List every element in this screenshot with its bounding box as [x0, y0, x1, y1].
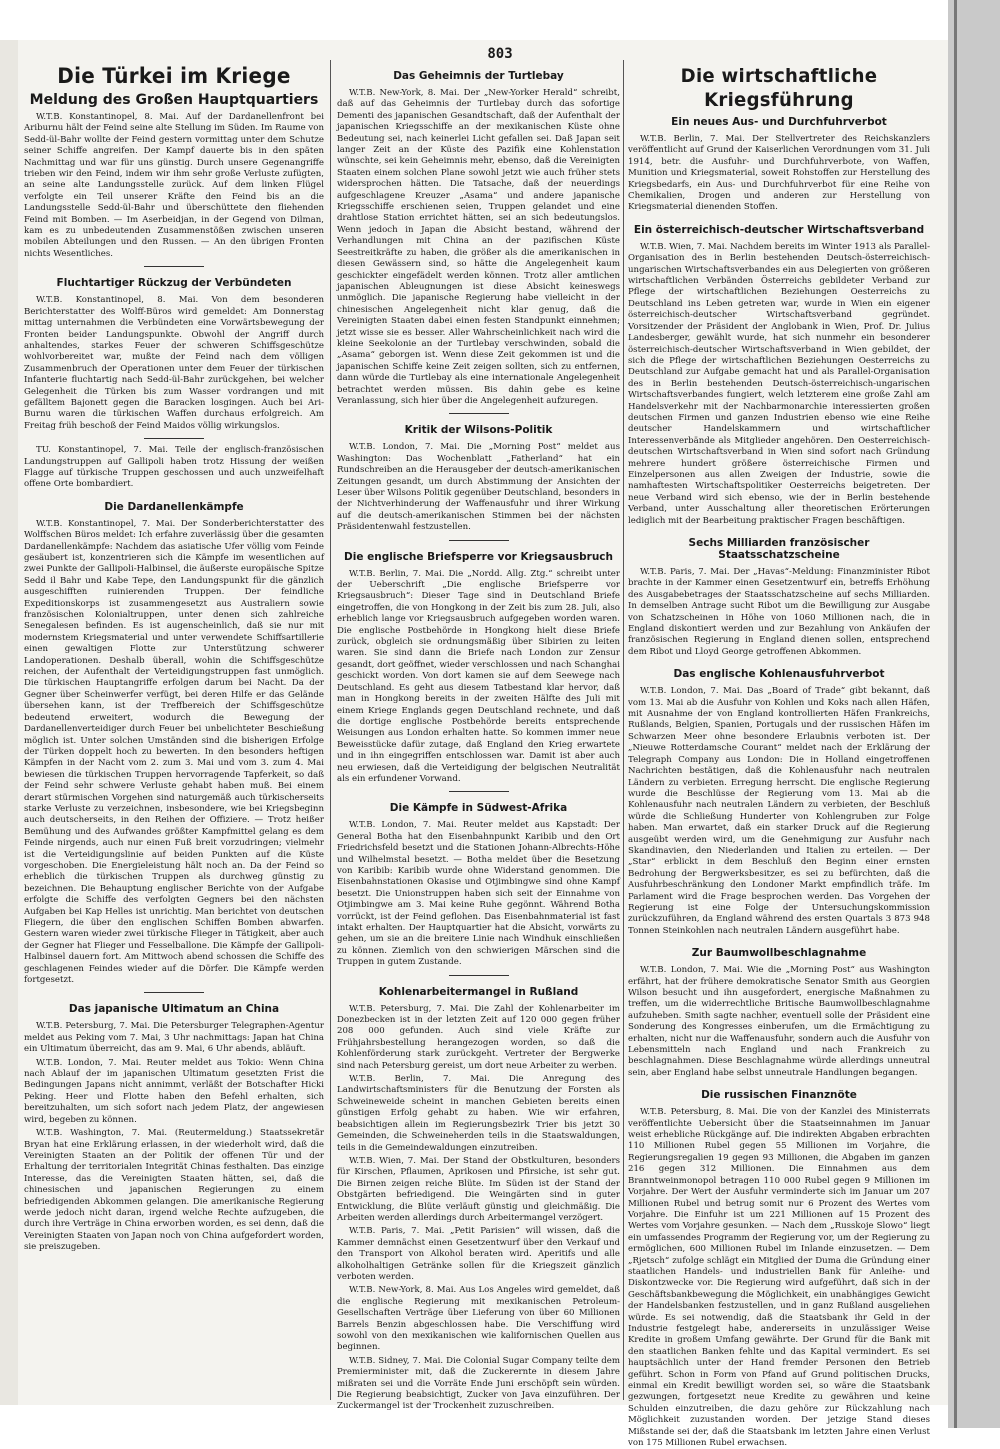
right-column	[628, 62, 930, 1449]
article-paragraph: W.T.B. Berlin, 7. Mai. Der Stellvertreter des Reichskanzlers veröffentlicht auf Grund der Kaiserlichen Verordnungen vom 31. Juli 1914, betr. die Ausfuhr- und Durchfuhrverbote, von Waffen, Munition und Kriegsmaterial, soweit Rohstoffen zur Herstellung des Kriegsbedarfs, ein Aus- und Durchfuhrverbot für eine Reihe von Chemikalien, Drogen und anderen zur Herstellung von Kriegsmaterial dienenden Stoffen.	[628, 134, 930, 213]
divider	[144, 266, 204, 267]
article-paragraph: W.T.B. Wien, 7. Mai. Der Stand der Obstkulturen, besonders für Kirschen, Pflaumen, Aprikosen und Pfirsiche, ist sehr gut. Die Birnen zeigen reiche Blüte. Im Süden ist der Stand der Obstgärten befriedigend. Die Weingärten sind in guter Entwicklung, die Blüte verläuft günstig und gleichmäßig. Die Arbeiten werden allerdings durch Arbeitermangel verzögert.	[337, 1155, 620, 1223]
article-paragraph: W.T.B. London, 7. Mai. Wie die „Morning Post“ aus Washington erfährt, hat der frühere demokratische Senator Smith aus Georgien Wilson besucht und ihn ausgefordert, energische Maßnahmen zu treffen, um die widerrechtliche Britische Baumwollbeschlagnahme aufzuheben. Smith sagte nachher, eventuell solle der Präsident eine Sonderung des Kongresses einberufen, um die Ermächtigung zu erhalten, nicht nur die Waffenausfuhr, sondern auch die Ausfuhr von Lebensmitteln nach England und nach Frankreich zu beschlagnahmen. Diese Beschlagnahme würde allerdings unneutral sein, aber England habe selbst unneutrale Handlungen begangen.	[628, 965, 930, 1078]
left-page-edge	[0, 40, 19, 1405]
section-title: Die wirtschaftliche Kriegsführung	[680, 65, 878, 111]
article-heading: Die Dardanellenkämpfe	[104, 500, 244, 513]
article-heading: Fluchtartiger Rückzug der Verbündeten	[56, 277, 292, 290]
article-paragraph: W.T.B. Berlin, 7. Mai. Die „Nordd. Allg. Ztg.“ schreibt unter der Ueberschrift „Die englische Briefsperre vor Kriegsausbruch“: Dieser Tage sind in Deutschland Briefe eingetroffen, die von Hongkong in der Zeit bis zum 28. Juli, also erheblich lange vor Kriegsausbruch aufgegeben worden waren. Die englische Postbehörde in Hongkong hielt diese Briefe zurück, obgleich sie ordnungsmäßig über Sibirien zu leiten waren. Sie sind dann die Briefe nach London zur Zensur gesandt, dort geöffnet, wieder verschlossen und nach Schanghai geschickt worden. Von dort kamen sie auf dem Seewege nach Deutschland. Es geht aus diesem Tatbestand klar hervor, daß man in Hongkong bereits in der zweiten Hälfte des Juli mit einem Kriege Englands gegen Deutschland rechnete, und daß die dortige englische Postbehörde bereits entsprechende Weisungen aus London erhalten hatte. So kommen immer neue Beweisstücke dafür zutage, daß England den Krieg erwartete und in ihn eingegriffen entschlossen war. Damit ist aber auch neu erwiesen, daß die Verteidigung der belgischen Neutralität als ein erfundener Vorwand.	[337, 568, 620, 784]
article-heading: Zur Baumwollbeschlagnahme	[691, 947, 867, 960]
article-heading: Kohlenarbeitermangel in Rußland	[378, 985, 579, 998]
article-paragraph: W.T.B. Konstantinopel, 8. Mai. Auf der Dardanellenfront bei Ariburnu hält der Feind seine alte Stellung im Süden. Im Raume von Sedd-ül-Bahr wollte der Feind gestern vormittag unter dem Schutze seiner Schiffe angreifen. Der Kampf dauerte bis in den späten Nachmittag und war für uns günstig. Durch unsere Gegenangriffe trieben wir den Feind, indem wir ihm sehr große Verluste zufügten, an seine alte Landungsstelle zurück. Auf dem linken Flügel verfolgte ein Teil unserer Kräfte den Feind bis an die Landungsstelle Sedd-ül-Bahr und überschüttete den fliehenden Feind mit Bomben. — Im Aserbeidjan, in der Gegend von Dilman, kam es zu unbedeutenden Zusammenstößen zwischen unseren mobilen Abteilungen und den Russen. — An den übrigen Fronten nichts Wesentliches.	[24, 112, 324, 259]
middle-column	[337, 62, 620, 1412]
article-heading: Die russischen Finanznöte	[701, 1089, 857, 1102]
article-heading: Ein österreichisch-deutscher Wirtschaftsverband	[633, 223, 925, 236]
article-paragraph: W.T.B. London, 7. Mai. Reuter meldet aus Kapstadt: Der General Botha hat den Eisenbahnpunkt Karibib und den Ort Friedrichsfeld besetzt und die Stationen Johann-Albrechts-Höhe und Wilhelmstal besetzt. — Botha meldet über die Besetzung von Karibib: Karibib wurde ohne Widerstand genommen. Die Eisenbahnstationen Okasise und Otjimbingwe sind ohne Kampf besetzt. Die Unionstruppen haben sich seit der Einnahme von Otjimbingwe am 3. Mai keine Ruhe gegönnt. Während Botha vorrückt, ist der Feind geflohen. Das Eisenbahnmaterial ist fast intakt erhalten. Der Hauptquartier hat die Absicht, vorwärts zu gehen, um sie an die breitere Linie nach Windhuk einschließen zu können. Ziemlich von den schwierigen Märschen sind die Truppen in gutem Zustande.	[337, 820, 620, 968]
article-heading: Ein neues Aus- und Durchfuhrverbot	[671, 116, 887, 128]
article-paragraph: W.T.B. New-York, 8. Mai. Der „New-Yorker Herald“ schreibt, daß auf das Geheimnis der Turtlebay durch das sofortige Dementi des japanischen Gesandtschaft, daß der Aufenthalt der japanischen Kriegsschiffe an der mexikanischen Küste ohne Bedeutung sei, nach keinerlei Licht gefallen sei. Daß Japan seit langer Zeit an der Küste des Pazifik eine Kohlenstation wünschte, sei kein Geheimnis mehr, ebenso, daß die Vereinigten Staaten einem solchen Plane sowohl jetzt wie auch früher stets widersprochen hätten. Die Tatsache, daß der neuerdings aufgeschlagene Kreuzer „Asama“ und andere japanische Kriegsschiffe erschienen seien, Truppen gelandet und eine drahtlose Station errichtet hätten, sei an sich bedeutungslos. Wenn jedoch in Japan die Absicht bestand, während der Verhandlungen mit China an der pazifischen Küste Seestreitkräfte zu haben, die größer als die amerikanischen in diesen Gewässern sind, so hätte die Angelegenheit kaum geschickter eingefädelt werden können. Trotz aller amtlichen japanischen Ableugnungen ist diese Absicht keineswegs unmöglich. Die japanische Regierung habe vielleicht in der chinesischen Angelegenheit nicht klar genug, daß die Vereinigten Staaten dabei einen festen Standpunkt einnehmen; jetzt wisse sie es besser. Aller Wahrscheinlichkeit nach wird die kleine Seekolonie an der Turtlebay verschwinden, sobald die „Asama“ geborgen ist. Wenn diese Zeit gekommen ist und die japanischen Schiffe keine Zeit zeigen sollten, sich zu entfernen, dann würde die Turtlebay als eine internationale Angelegenheit betrachtet werden müssen. Bis dahin gebe es keine Veranlassung, sich hier über die Angelegenheit aufzuregen.	[337, 88, 620, 406]
article-heading: Das englische Kohlenausfuhrverbot	[673, 668, 885, 681]
section-subtitle: Meldung des Großen Hauptquartiers	[29, 92, 319, 108]
divider	[144, 992, 204, 993]
left-column	[24, 62, 324, 1397]
article-paragraph: W.T.B. Berlin, 7. Mai. Die Anregung des Landwirtschaftsministers für die Benutzung der Forsten als Schweineweide scheint in manchen Gebieten bereits einen günstigen Erfolg gehabt zu haben. Wie wir erfahren, beabsichtigen allein im Regierungsbezirk Trier bis jetzt 30 Gemeinden, die Schweineherden teils in die Staatswaldungen, teils in die Gemeindewaldungen einzutreiben.	[337, 1074, 620, 1153]
article-paragraph: W.T.B. Konstantinopel, 7. Mai. Der Sonderberichterstatter des Wolffschen Büros meldet: Ich erfahre zuverlässig über die gesamten Dardanellenkämpfe: Nachdem das asiatische Ufer völlig vom Feinde gesäubert ist, konzentrieren sich die Kämpfe im wesentlichen auf zwei Punkte der Gallipoli-Halbinsel, die äußerste europäische Spitze Sedd il Bahr und Kabe Tepe, den Landungspunkt für die gänzlich ausgeschifften ruinierenden Truppen. Der feindliche Expeditionskorps ist zusammengesetzt aus Australiern sowie französischen Kolonialtruppen, unter denen sich zahlreiche Senegalesen befinden. Es ist augenscheinlich, daß sie nur mit modernstem Kriegsmaterial und unter verwendete Schiffsartillerie einen gewaltigen Flotte zur Unterstützung schwerer Landoperationen. Deshalb überall, wohin die Schiffsgeschütze reichen, der Aufenthalt der Verteidigungstruppen fast unmöglich. Die türkischen Hauptangriffe erfolgen darum bei Nacht. Da der Gegner über Scheinwerfer verfügt, bei deren Hilfe er das Gelände übersehen kann, ist der Treffbereich der Schiffsgeschütze bedeutend erweitert, wodurch die Bewegung der Dardanellenverteidiger durch Feuer bei unbelichteter Beschießung möglich ist. Unter solchen Umständen sind die bisherigen Erfolge der Türken doppelt hoch zu bewerten. In den besonders heftigen Kämpfen in der Nacht vom 2. zum 3. Mai und vom 3. zum 4. Mai bewiesen die türkischen Truppen hervorragende Tapferkeit, so daß der Feind sehr schwere Verluste gehabt haben muß. Bei einem derart stürmischen Vorgehen sind naturgemäß auch türkischerseits starke Verluste zu verzeichnen, insbesondere, wie bei Kriegsbeginn auch deutscherseits, in den Reihen der Offiziere. — Trotz heißer Bemühung und des Aufwandes größter Kampfmittel gelang es dem Feinde nirgends, auch nur einen Fuß breit vorzudringen; vielmehr ist die Verteidigungslinie auf beiden Punkten auf die Küste vorgeschoben. Die Energieleistung hält noch an. Da der Feind so erheblich die türkischen Truppen als durchweg günstig zu bezeichnen. Die Behauptung englischer Berichte von der Aufgabe erfolgte die Schiffe des verfolgten Gegners bei den nächsten Aufgaben bei Kap Helles ist unrichtig. Man berichtet von deutschen Fliegern, die über den englischen Schiffen Bomben abwarfen. Gestern waren wieder zwei türkische Flieger in Tätigkeit, aber auch der Gegner hat Flieger und Fesselballone. Die Kämpfe der Gallipoli-Halbinsel dauern fort. Am Mittwoch abend schossen die Schiffe des geschlagenen Feindes wieder auf die Dörfer. Die Kämpfe werden fortgesetzt.	[24, 518, 324, 986]
article-heading: Die englische Briefsperre vor Kriegsausbruch	[344, 550, 613, 563]
article-paragraph: W.T.B. Paris, 7. Mai. „Petit Parisien“ will wissen, daß die Kammer demnächst einen Gesetzentwurf über den Verkauf und den Transport von Alkohol beraten wird. Aperitifs und alle alkoholhaltigen Getränke sollen für die Kriegszeit gänzlich verboten werden.	[337, 1226, 620, 1282]
scanner-margin	[948, 0, 1000, 1428]
article-heading: Das japanische Ultimatum an China	[68, 1003, 280, 1016]
section-title: Die Türkei im Kriege	[57, 64, 291, 88]
article-paragraph: W.T.B. Petersburg, 7. Mai. Die Zahl der Kohlenarbeiter im Donezbecken ist in der letzten Zeit auf 120 000 gegen früher 208 000 gefunden. Auch sind viele Kräfte zur Frühjahrsbestellung herangezogen worden, so daß die Kohlenförderung stark zurückgeht. Vertreter der Bergwerke sind nach Petersburg gereist, um dort neue Arbeiter zu werben.	[337, 1003, 620, 1071]
article-paragraph: W.T.B. Paris, 7. Mai. Der „Havas“-Meldung: Finanzminister Ribot brachte in der Kammer einen Gesetzentwurf ein, betreffs Erhöhung des Ausgabebetrages der Staatsschatzscheine auf sechs Milliarden. In demselben Antrage sucht Ribot um die Bewilligung zur Ausgabe von Schatzscheinen in Höhe von 1060 Millionen nach, die in England diskontiert werden und zur Bezahlung von Ankäufen der französischen Regierung in England dienen sollen, entsprechend dem Ribot und Lloyd George getroffenen Abkommen.	[628, 567, 930, 657]
divider	[144, 438, 204, 439]
article-paragraph: W.T.B. London, 7. Mai. Reuter meldet aus Tokio: Wenn China nach Ablauf der im japanischen Ultimatum gesetzten Frist die Bedingungen Japans nicht annimmt, verläßt der Botschafter Hicki Peking. Heer und Flotte haben den Befehl erhalten, sich bereitzuhalten, um sich sofort nach jedem Platz, der angewiesen wird, begeben zu können.	[24, 1057, 324, 1125]
article-heading: Sechs Milliarden französischer Staatsschatzscheine	[688, 537, 870, 561]
article-paragraph: W.T.B. London, 7. Mai. Das „Board of Trade“ gibt bekannt, daß vom 13. Mai ab die Ausfuhr von Kohlen und Koks nach allen Häfen, mit Ausnahme der von England kontrollierten Häfen Frankreichs, Rußlands, Belgien, Spanien, Portugals und der russischen Häfen im Schwarzen Meer ohne besondere Erlaubnis verboten ist. Der „Nieuwe Rotterdamsche Courant“ meldet nach der Erklärung der Telegraph Company aus London: Die in Holland eingetroffenen Nachrichten bestätigen, daß die Kohlenausfuhr nach neutralen Ländern zu verbieten. Erregung herrscht. Die englische Regierung wurde die Beschlüsse der Regierung vom 13. Mai ab die Kohlenausfuhr nach neutralen Ländern zu verbieten, der Beschluß würde die Schließung Hunderter von Kohlengruben zur Folge haben. Man erwartet, daß ein starker Druck auf die Regierung ausgeübt werden wird, um die Genehmigung zur Ausfuhr nach Skandinavien, den Niederlanden und Italien zu erteilen. — Der „Star“ erblickt in dem Beschluß den Beginn einer ernsten Bedrohung der Bergwerksbesitzer, es sei zu befürchten, daß die Ausfuhrbeschränkung den Londoner Markt empfindlich träfe. Im Parlament wird die Frage besprochen werden. Das Vorgehen der Regierung ist eine Folge der Untersuchungskommission zurückzuführen, da England während des ersten Quartals 3 873 948 Tonnen Steinkohlen nach neutralen Ländern ausgeführt habe.	[628, 686, 930, 936]
page-edge-line	[954, 0, 957, 1428]
article-paragraph: W.T.B. Washington, 7. Mai. (Reutermeldung.) Staatssekretär Bryan hat eine Erklärung erlassen, in der wiederholt wird, daß die Vereinigten Staaten an der Politik der offenen Tür und der Erhaltung der territorialen Integrität Chinas festhalten. Das einzige Interesse, das die Vereinigten Staaten hätten, sei, daß die chinesischen und japanischen Regierungen zu einem befriedigenden Abkommen gelangen. Die amerikanische Regierung werde jedoch nicht daran, irgend welche Rechte aufzugeben, die durch ihre Verträge in China erworben worden, es sei denn, daß die Vereinigten Staaten von Japan noch von China aufgefordert worden, sie preiszugeben.	[24, 1128, 324, 1253]
article-paragraph: W.T.B. Sidney, 7. Mai. Die Colonial Sugar Company teilte dem Premierminister mit, daß die Zuckerernte in diesem Jahre mißraten sei und die Vorräte Ende Juni erschöpft sein würden. Die Regierung beabsichtigt, Zucker von Java einzuführen. Der Zuckermangel ist der Trockenheit zuzuschreiben.	[337, 1355, 620, 1412]
article-heading: Kritik der Wilsons-Politik	[404, 424, 553, 437]
divider	[449, 975, 509, 976]
divider	[449, 413, 509, 414]
page-number: 803	[487, 46, 513, 62]
divider	[449, 791, 509, 792]
article-paragraph: W.T.B. New-York, 8. Mai. Aus Los Angeles wird gemeldet, daß die englische Regierung mit mexikanischen Petroleum-Gesellschaften Verträge über Lieferung von über 60 Millionen Barrels Benzin abgeschlossen habe. Die Verschiffung wird sowohl von den mexikanischen wie kalifornischen Quellen aus beginnen.	[337, 1285, 620, 1353]
article-paragraph: W.T.B. Petersburg, 7. Mai. Die Petersburger Telegraphen-Agentur meldet aus Peking vom 7. Mai, 3 Uhr nachmittags: Japan hat China ein Ultimatum überreicht, das am 9. Mai, 6 Uhr abends, abläuft.	[24, 1021, 324, 1055]
column-divider	[623, 60, 624, 1400]
article-heading: Die Kämpfe in Südwest-Afrika	[389, 802, 568, 815]
article-paragraph: W.T.B. Wien, 7. Mai. Nachdem bereits im Winter 1913 als Parallel-Organisation des in Berlin bestehenden Deutsch-österreichisch-ungarischen Wirtschaftsverbandes ein aus Delegierten von größeren wirtschaftlichen Verbänden Österreichs gebildeter Verband zur Pflege der wirtschaftlichen Beziehungen Oesterreichs zu Deutschland ins Leben getreten war, wurde in Wien ein eigener österreichisch-deutscher Wirtschaftsverband gegründet. Vorsitzender der Präsident der Anglobank in Wien, Prof. Dr. Julius Landesberger, gewählt wurde, hat sich nunmehr ein besonderer österreichisch-deutscher Wirtschaftsverband in Wien gebildet, der sich die Pflege der wirtschaftlichen Beziehungen Oesterreichs zu Deutschland zur Aufgabe gemacht hat und als Parallel-Organisation des in Berlin bestehenden Deutsch-österreichisch-ungarischen Wirtschaftsverbandes fungiert, welch letzterem eine große Zahl am Handelsverkehr mit der Nachbarmonarchie interessierten großen deutschen Firmen und ganzen Industrien ebenso wie eine Reihe deutscher Handelskammern und wirtschaftlicher Interessenverbände als Mitglieder angehören. Den Oesterreichisch-deutschen Wirtschaftsverband in Wien sind sofort nach Gründung mehrere hundert größere österreichische Firmen und Einzelpersonen aus allen Zweigen der Industrie, sowie die namhaftesten Wirtschaftspolitiker Oesterreichs beigetreten. Der neue Verband wird sich ebenso, wie der in Berlin bestehende Verband, unter Ausschaltung aller theoretischen Erörterungen lediglich mit der Bearbeitung praktischer Fragen beschäftigen.	[628, 241, 930, 526]
article-paragraph: W.T.B. London, 7. Mai. Die „Morning Post“ meldet aus Washington: Das Wochenblatt „Fatherland“ hat ein Rundschreiben an die Herausgeber der deutsch-amerikanischen Zeitungen gesandt, um durch Abstimmung der Ansichten der Leser über Wilsons Politik gegenüber Deutschland, besonders in der Nichtverhinderung der Waffenausfuhr und ihrer Wirkung auf die deutsch-amerikanischen Stimmen bei der nächsten Präsidentenwahl festzustellen.	[337, 442, 620, 533]
article-paragraph: W.T.B. Petersburg, 8. Mai. Die von der Kanzlei des Ministerrats veröffentlichte Uebersicht über die Staatseinnahmen im Januar weist erhebliche Rückgänge auf. Die indirekten Abgaben erbrachten 110 Millionen Rubel gegen 55 Millionen im Vorjahre, die Regierungsregalien 19 gegen 93 Millionen, die Abgaben im ganzen 216 gegen 312 Millionen. Die Einnahmen aus dem Branntweinmonopol betragen 110 000 Rubel gegen 9 Millionen im Vorjahre. Der Wert der Ausfuhr verminderte sich im Januar um 207 Millionen Rubel und betrug somit nur 6 Prozent des Wertes vom Vorjahre. Die Einfuhr ist um 221 Millionen auf 15 Prozent des Wertes vom Vorjahre gesunken. — Nach dem „Russkoje Slowo“ liegt ein umfassendes Programm der Regierung vor, um der Regierung zu ermöglichen, 600 Millionen Rubel im Inlande einzusetzen. — Dem „Rjetsch“ zufolge schlägt ein Mitglied der Duma die Gründung einer staatlichen Handels- und industriellen Bank für Anleihe- und Diskontzwecke vor. Die Regierung wird aufgeführt, daß sich in der Geschäftsbankbewegung die Möglichkeit, ein unabhängiges Gewicht der Handelsbanken festzustellen, und in ganz Rußland ausgeliehen würde. Es sei notwendig, daß die Staatsbank ihr Geld in der Industrie festgelegt habe, andererseits in unzulässiger Weise Kredite in großem Umfang gewährte. Der Grund für die Bank mit den staatlichen Banken fehlte und das Kapital vermindert. Es sei hauptsächlich unter der Hand fremder Personen den Betrieb geführt. Schon in Form von Pfand auf Grund politischen Drucks, einmal ein Kredit bewilligt worden sei, so wäre die Staatsbank gezwungen, fortgesetzt neue Kredite zu gewähren und keine Schulden einzutreiben, die dazu gehöre zur Rückzahlung nach Möglichkeit zuzustanden worden. Der jetzige Stand dieses Mißstande sei der, daß die Staatsbank im letzten Jahre einen Verlust von 175 Millionen Rubel erwachsen.	[628, 1107, 930, 1449]
column-divider	[330, 60, 331, 1400]
article-heading: Das Geheimnis der Turtlebay	[393, 70, 564, 82]
article-paragraph: W.T.B. Konstantinopel, 8. Mai. Von dem besonderen Berichterstatter des Wolff-Büros wird gemeldet: Am Donnerstag mittag unternahmen die Verbündeten eine Vorwärtsbewegung der Fronten beider Landungspunkte. Obwohl der Angriff durch anhaltendes, starkes Feuer der schweren Schiffsgeschütze wohlvorbereitet war, mußte der Feind nach dem völligen Zusammenbruch der Operationen unter dem Feuer der türkischen Infanterie fluchtartig nach Sedd-ül-Bahr zurückgehen, bei welcher Gelegenheit die Türken bis zum Wasser vordrangen und mit gefälltem Bajonett gegen die Baracken losgingen. Auch bei Ari-Burnu waren die türkischen Waffen durchaus erfolgreich. Am Freitag früh beschoß der Feind Maidos völlig wirkungslos.	[24, 295, 324, 431]
article-paragraph: TU. Konstantinopel, 7. Mai. Teile der englisch-französischen Landungstruppen auf Gallipoli haben trotz Hissung der weißen Flagge auf türkische Truppen geschossen und auch unzweifelhaft offene Orte bombardiert.	[24, 445, 324, 490]
divider	[449, 540, 509, 541]
